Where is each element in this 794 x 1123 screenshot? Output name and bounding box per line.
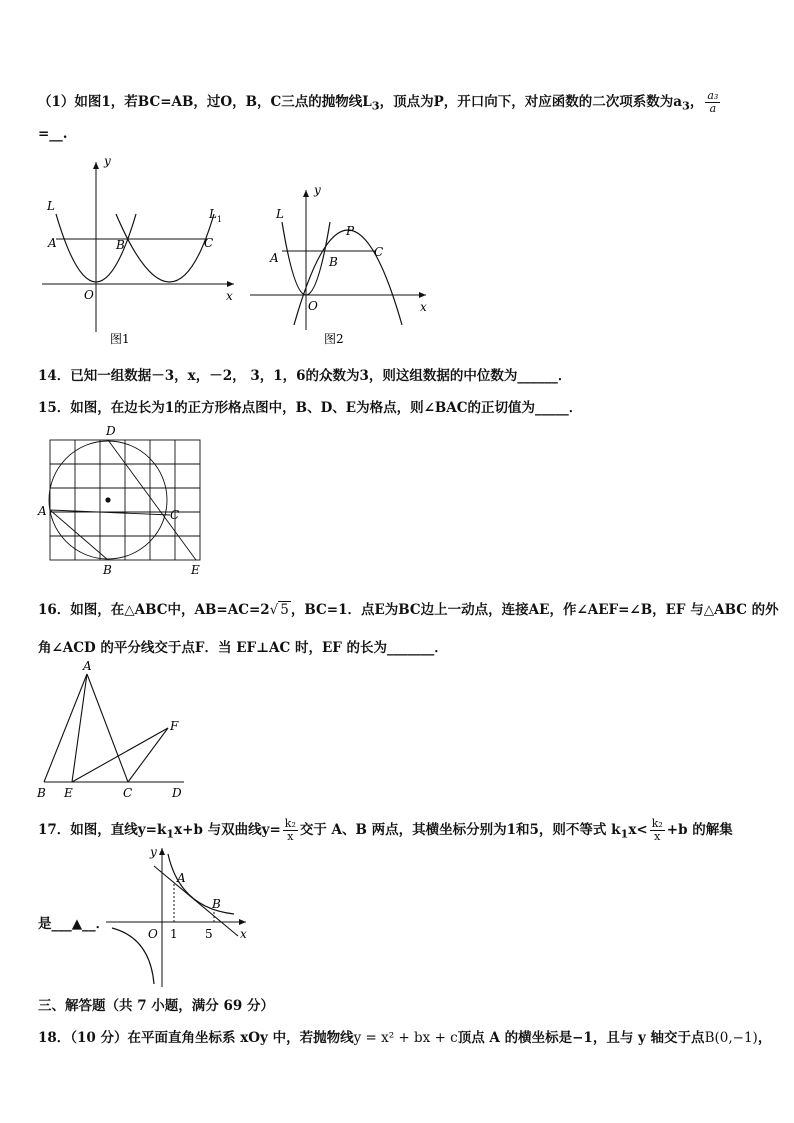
figure-2-parabolas <box>248 180 438 350</box>
q16-line2: 角∠ACD 的平分线交于点F．当 EF⊥AC 时，EF 的长为_______． <box>38 640 448 656</box>
fig1-label-y: y <box>104 154 111 168</box>
fig15-label-E: E <box>191 563 200 577</box>
fig1-label-L: L <box>47 199 55 213</box>
fig17-tick-1: 1 <box>170 927 178 941</box>
fig17-tick-5: 5 <box>205 927 213 941</box>
fraction-a3-over-a: $\frac{\text{a₃}}{a}$ <box>707 89 719 115</box>
fig1-label-L1-sub: 1 <box>217 215 223 224</box>
fig2-label-B: B <box>329 255 338 269</box>
fig1-label-B: B <box>116 238 125 252</box>
section-3-heading: 三、解答题（共 7 小题，满分 69 分） <box>38 998 274 1014</box>
fig15-label-B: B <box>103 563 112 577</box>
fig15-label-A: A <box>38 504 47 518</box>
fraction-k2-over-x: $\frac{\text{k₂}}{x}$ <box>284 817 296 843</box>
fig2-caption: 图2 <box>324 332 344 346</box>
q14-text: 14．已知一组数据－3，x，－2， 3，1，6的众数为3，则这组数据的中位数为______． <box>38 368 572 384</box>
fig17-label-B: B <box>212 897 221 911</box>
fig2-label-A: A <box>270 251 279 265</box>
q13-part1-line2: =__. <box>38 126 68 142</box>
fig2-label-L: L <box>276 207 284 221</box>
fig16-label-F: F <box>170 719 179 733</box>
fig17-label-O: O <box>148 927 158 941</box>
fig2-label-x: x <box>420 300 427 314</box>
fig2-label-P: P <box>346 224 355 238</box>
fig1-label-A: A <box>48 236 57 250</box>
fig1-label-x: x <box>226 289 233 303</box>
fig2-label-y: y <box>314 183 321 197</box>
fig1-label-C: C <box>204 236 214 250</box>
fig16-label-C: C <box>123 786 133 800</box>
figure-1-parabolas <box>38 150 248 350</box>
q16-line1: 16．如图，在△ABC中，AB=AC=2√ 5 ，BC=1．点E为BC边上一动点，连接AE，作∠AEF=∠B，EF 与△ABC 的外 <box>38 602 779 618</box>
fig2-label-C: C <box>374 245 384 259</box>
q13-part1-line1: （1）如图1，若BC=AB，过O，B，C三点的抛物线$L_3$，顶点为P，开口向下，对应函数的二次项系数为$a_3$， $\frac{\text{a₃}}{a}$ <box>38 89 719 115</box>
q15-text: 15．如图，在边长为1的正方形格点图中，B、D、E为格点，则∠BAC的正切值为_____． <box>38 400 583 416</box>
fig2-label-O: O <box>308 299 318 313</box>
fig15-label-D: D <box>106 424 116 438</box>
fig17-label-y: y <box>150 845 157 859</box>
figure-16-triangle <box>34 654 190 804</box>
sqrt-5: √ 5 <box>269 602 289 618</box>
fraction-k2-over-x-2: $\frac{\text{k₂}}{x}$ <box>651 817 663 843</box>
q17-line2: 是___▲__． <box>38 916 110 932</box>
fig1-label-O: O <box>84 288 94 302</box>
figure-15-grid-circle <box>36 422 216 580</box>
fig16-label-B: B <box>37 786 46 800</box>
fig15-label-C: C <box>170 508 180 522</box>
fig1-label-L1: L <box>209 207 217 221</box>
fig16-label-D: D <box>172 786 182 800</box>
fig1-caption: 图1 <box>110 332 130 346</box>
fig17-label-x: x <box>240 927 247 941</box>
q17-line1: 17．如图，直线$y=k_1x+b$ 与双曲线y= $\frac{\text{k₂}}{x}$ 交于 A、B 两点，其横坐标分别为1和5，则不等式 $k_1x<$ $\frac{\text{k₂}}{x}$ +b 的解集 <box>38 817 733 843</box>
fig16-label-A: A <box>83 659 92 673</box>
fig16-label-E: E <box>64 786 73 800</box>
q18-line1: 18．（10 分）在平面直角坐标系 xOy 中，若抛物线y = x² + bx + c顶点 A 的横坐标是−1，且与 y 轴交于点B(0,−1)， <box>38 1030 772 1046</box>
fig17-label-A: A <box>177 871 186 885</box>
figure-17-hyperbola <box>104 842 254 990</box>
